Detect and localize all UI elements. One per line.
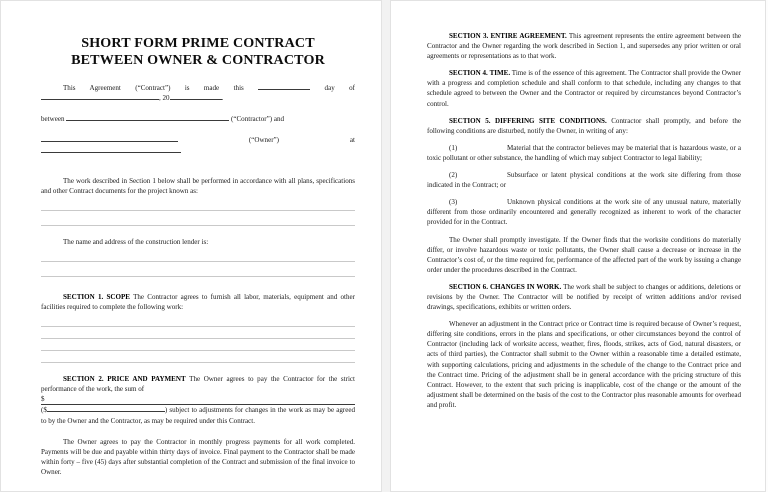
month-blank-field[interactable] [41,99,159,100]
list-item-text: Unknown physical conditions at the work site of any unusual nature, materially different from those ordinarily encountered and generally recognized as inherent to work of the character provided for in the Contract. [427,198,741,227]
document-page-2 [390,0,766,492]
section-2-paragraph [41,374,355,394]
spacer [41,262,355,276]
contract-sum-words-line [41,405,355,425]
dollar-symbol: $ [41,395,45,404]
spacer [41,312,355,326]
spacer [41,124,355,135]
section-3-number: SECTION 3. [449,32,489,40]
spacer [41,247,355,261]
section-2-heading: PRICE AND PAYMENT [107,375,186,384]
owner-name-field[interactable] [41,141,178,142]
year-blank-field[interactable] [170,99,222,100]
spacer [427,109,741,116]
spacer [41,156,355,176]
contractor-line [41,114,355,124]
contractor-name-field[interactable] [66,120,229,121]
section-6-paragraph [427,282,741,312]
title-line-2: BETWEEN OWNER & CONTRACTOR [71,51,325,68]
intro-text-part-2: day of [310,84,355,93]
section-5-body: Contractor shall promptly, and before the following conditions are disturbed, notify the Owner, in writing of any: [427,116,742,135]
list-item-marker: (2) [449,171,458,180]
work-description-paragraph: The work described in Section 1 below shall be performed in accordance with all plans, specifications and other Contract documents for the project known as: [41,176,355,195]
owner-investigation-paragraph: The Owner shall promptly investigate. If the Owner finds that the worksite conditions do materially differ, or involve hazardous waste or toxic pollutants, the Owner shall cause a decrease or increase in the Contractor’s cost of, or the time required for, performance of the affected part of the work by issuing a change order under the procedures described in the Contract. [427,235,741,274]
section-3-heading: ENTIRE AGREEMENT. [490,32,567,40]
list-item-marker: (3) [449,198,458,207]
section-5-number: SECTION 5. [449,116,491,125]
between-label: between [41,115,67,124]
section-1-body: The Contractor agrees to furnish all labor, materials, equipment and other facilities required to complete the following work: [41,292,355,312]
spacer [41,327,355,338]
paren-open-text: ($ [41,406,47,415]
section-4-paragraph [427,68,741,108]
list-item-text: Material that the contractor believes may be material that is hazardous waste, or a toxic pollutant or other substance, the handling of which may subject Contractor to legal liability; [427,143,741,162]
section-2-body: The Owner agrees to pay the Contractor for the strict performance of the work, the sum of [41,375,356,394]
contractor-label: (“Contractor”) and [229,115,285,124]
agreement-intro-line [41,83,355,103]
spacer [41,226,355,237]
section-1-paragraph [41,292,355,312]
section-4-number: SECTION 4. [449,69,488,78]
spacer [41,196,355,210]
section-1-number: SECTION 1. [63,292,104,301]
spacer [427,312,741,319]
section-6-number: SECTION 6. [449,282,488,291]
owner-label: (“Owner”) at [178,136,355,145]
contract-adjustment-paragraph: Whenever an adjustment in the Contract price or Contract time is required because of Owner’s request, differing site conditions, errors in the plans and specifications, or other circumstances beyond the control of Contractor (including lack of worksite access, weather, fires, floods, strikes, acts of God, natural disasters, or acts of third parties), the Contractor shall submit to the Owner within a reasonable time a detailed estimate, with supporting calculations, pricing and adjustments in the schedule of the change to the Contract price and the Contract time. Pricing of the adjustment shall be in general accordance with the pricing structure of this Contract. However, to the extent that such pricing is inapplicable, cost of the change or the amount of the adjustment shall be determined on the basis of the cost to the Contractor plus reasonable amounts for overhead and profit. [427,320,741,409]
spacer [427,61,741,68]
spacer [41,363,355,374]
intro-text-part-1: This Agreement (“Contract”) is made this [63,84,259,93]
spacer [427,136,741,143]
spacer [41,339,355,350]
section-2-number: SECTION 2. [63,375,104,384]
owner-address-field[interactable] [41,152,181,153]
list-item [427,197,741,227]
spacer [427,275,741,282]
list-item-marker: (1) [449,143,458,152]
spacer [41,211,355,225]
spacer [41,351,355,362]
section-5-paragraph [427,116,741,136]
page-title [41,35,355,68]
section-3-paragraph [427,31,741,61]
list-item [427,143,741,163]
intro-text-part-4: . [221,94,224,103]
section-6-body: The work shall be subject to changes or additions, deletions or revisions by the Owner. The Contractor will be notified by receipt of written additions and/or revised drawings, specifications, exhibits or written orders. [427,282,742,312]
contract-sum-amount-field[interactable] [41,394,355,405]
list-item-text: Subsurface or latent physical conditions at the work site differing from those indicated in the Contract; or [427,171,741,190]
section-5-heading: DIFFERING SITE CONDITIONS. [494,116,607,125]
spacer [41,68,355,83]
section-6-heading: CHANGES IN WORK. [489,282,562,291]
day-blank-field[interactable] [258,89,310,90]
lender-paragraph: The name and address of the construction lender is: [63,237,209,246]
document-page-1 [0,0,382,492]
progress-payments-paragraph: The Owner agrees to pay the Contractor in monthly progress payments for all work completed. Payments will be due and payable within thirty days of invoice. Final payment to the Contractor shall be made within forty – five (45) days after substantial completion of the Contract and submission of the final invoice to Owner. [41,437,355,476]
section-1-heading: SCOPE [106,292,130,301]
section-4-heading: TIME. [489,69,511,78]
spacer [41,103,355,114]
intro-text-part-3: , 20 [159,94,170,103]
section-4-body: Time is of the essence of this agreement. The Contractor shall provide the Owner with a progress and completion schedule and shall conform to that schedule, including any changes to that schedule agreed to between the Owner and the Contractor or required by circumstances beyond Contractor’s control. [427,69,741,108]
section-3-body: This agreement represents the entire agreement between the Contractor and the Owner regarding the work described in Section 1, and supersedes any prior written or oral agreements or representations as to that work. [427,32,741,61]
spacer [41,426,355,437]
spacer [41,277,355,292]
paren-close-text: ) subject to adjustments for changes in the work as may be agreed to by the Owner and the Contractor, as may be required under this Contract. [41,406,355,425]
spacer [427,228,741,235]
contract-sum-words-field[interactable] [47,411,165,412]
title-line-1: SHORT FORM PRIME CONTRACT [81,35,315,51]
page-separator [382,0,390,492]
spacer [427,190,741,197]
owner-line [41,135,355,155]
spacer [427,163,741,170]
list-item [427,170,741,190]
